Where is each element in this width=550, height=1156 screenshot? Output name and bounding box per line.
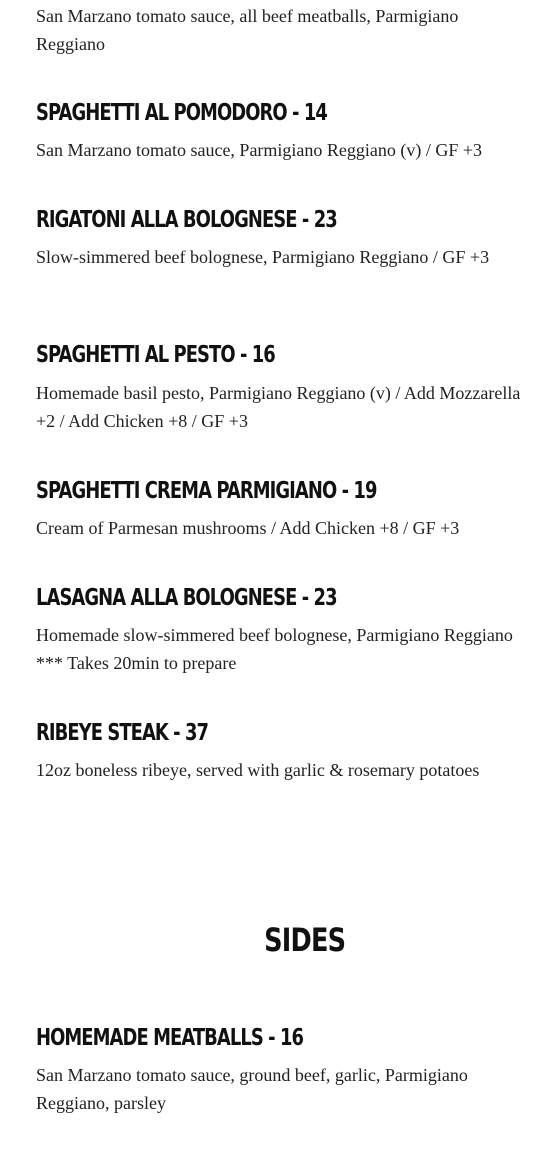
menu-item-title: RIGATONI ALLA BOLOGNESE - 23 bbox=[36, 207, 337, 233]
menu-item-title: LASAGNA ALLA BOLOGNESE - 23 bbox=[36, 585, 337, 611]
menu-item-spaghetti-meatballs bbox=[36, 2, 526, 58]
menu-item-description: Cream of Parmesan mushrooms / Add Chicken +8 / GF +3 bbox=[36, 518, 460, 538]
menu-item-lasagna bbox=[36, 584, 526, 677]
menu-item-title: HOMEMADE MEATBALLS - 16 bbox=[36, 1025, 304, 1051]
menu-item-description: Homemade basil pesto, Parmigiano Reggiano (v) / Add Mozzarella +2 / Add Chicken +8 / GF +3 bbox=[36, 383, 521, 431]
menu-item-description: Slow-simmered beef bolognese, Parmigiano Reggiano / GF +3 bbox=[36, 247, 490, 267]
menu-item-description: San Marzano tomato sauce, ground beef, garlic, Parmigiano Reggiano, parsley bbox=[36, 1065, 468, 1113]
menu-item-title: RIBEYE STEAK - 37 bbox=[36, 720, 209, 746]
menu-item-homemade-meatballs bbox=[36, 1024, 526, 1117]
menu-item-title: SPAGHETTI AL POMODORO - 14 bbox=[36, 100, 327, 126]
menu-item-title: SPAGHETTI CREMA PARMIGIANO - 19 bbox=[36, 478, 377, 504]
section-heading-sides: SIDES bbox=[264, 921, 346, 959]
menu-item-rigatoni-bolognese bbox=[36, 206, 526, 271]
menu-item-spaghetti-pomodoro bbox=[36, 99, 526, 164]
menu-item-spaghetti-crema bbox=[36, 477, 526, 542]
menu-item-description: 12oz boneless ribeye, served with garlic & rosemary potatoes bbox=[36, 760, 480, 780]
menu-item-ribeye-steak bbox=[36, 719, 526, 784]
menu-item-description: San Marzano tomato sauce, all beef meatballs, Parmigiano Reggiano bbox=[36, 6, 459, 54]
menu-item-description: Homemade slow-simmered beef bolognese, Parmigiano Reggiano *** Takes 20min to prepare bbox=[36, 625, 513, 673]
menu-item-description: San Marzano tomato sauce, Parmigiano Reggiano (v) / GF +3 bbox=[36, 140, 483, 160]
menu-item-spaghetti-pesto bbox=[36, 341, 526, 435]
menu-item-title: SPAGHETTI AL PESTO - 16 bbox=[36, 342, 275, 368]
